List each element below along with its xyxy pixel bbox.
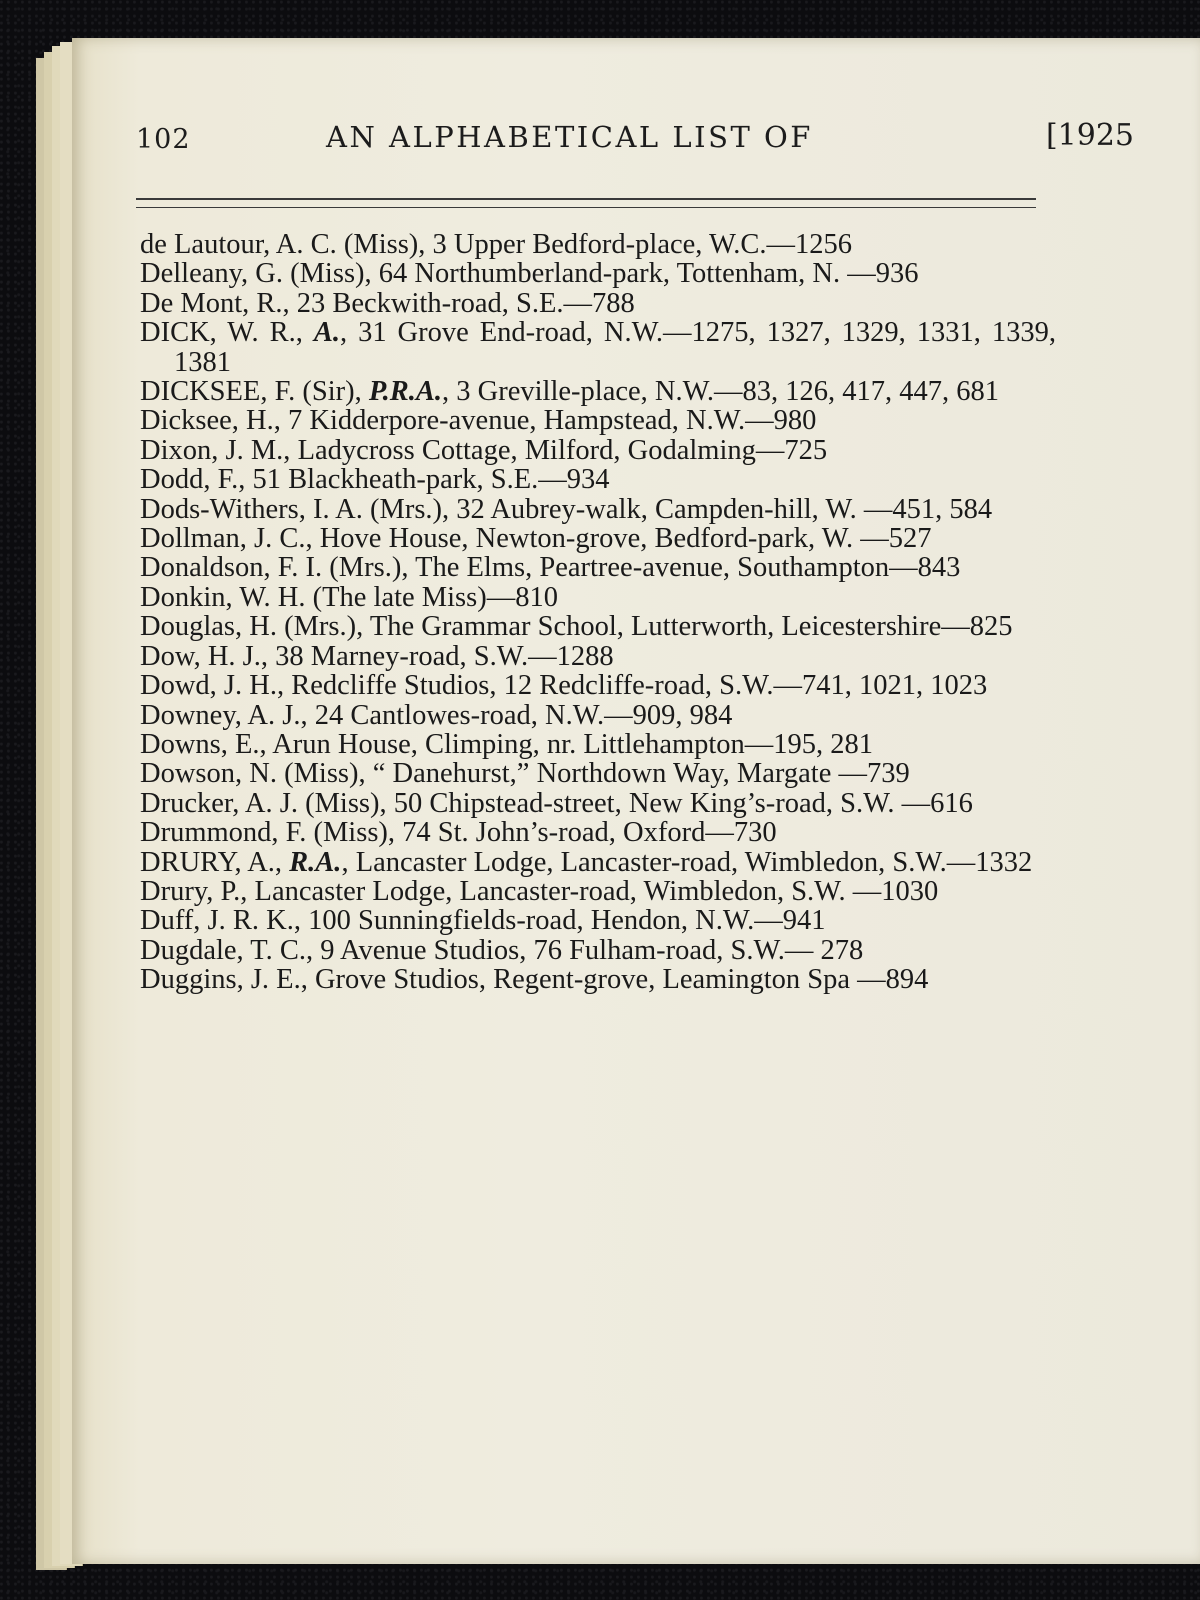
list-item bbox=[140, 642, 1056, 671]
entry-name: DRURY, A., bbox=[140, 846, 283, 878]
list-item bbox=[140, 906, 1056, 935]
list-item bbox=[140, 583, 1056, 612]
entry-details: , Lancaster Lodge, Lancaster-road, Wimbledon, S.W.—1332 bbox=[341, 846, 1033, 878]
entry-details: Ladycross Cottage, Milford, Godalming—725 bbox=[290, 434, 828, 466]
header-double-rule bbox=[136, 198, 1036, 208]
entry-name: Donkin, W. H. bbox=[140, 581, 306, 613]
entry-name: Downey, A. J., bbox=[140, 699, 308, 731]
entry-details: 38 Marney-road, S.W.—1288 bbox=[268, 640, 614, 672]
entry-name: de Lautour, A. C. (Miss), bbox=[140, 229, 426, 260]
entry-name: Dowd, J. H., bbox=[140, 670, 285, 702]
entry-name: Drucker, A. J. (Miss), bbox=[140, 787, 387, 819]
entry-details: The Grammar School, Lutterworth, Leicestershire—825 bbox=[363, 611, 1013, 643]
entry-name: De Mont, R., bbox=[140, 287, 290, 319]
entry-name: Downs, E., bbox=[140, 728, 267, 760]
entry-details: 3 Upper Bedford-place, W.C.—1256 bbox=[425, 229, 853, 260]
running-head bbox=[136, 112, 1134, 162]
entry-degree: P.R.A. bbox=[368, 376, 443, 408]
entry-details: 7 Kidderpore-avenue, Hampstead, N.W.—980 bbox=[280, 405, 817, 437]
entry-details: 100 Sunningfields-road, Hendon, N.W.—941 bbox=[300, 905, 826, 937]
entry-details: “ Danehurst,” Northdown Way, Margate —739 bbox=[365, 758, 910, 790]
page-number: 102 bbox=[136, 124, 191, 155]
list-item bbox=[140, 524, 1056, 553]
list-item bbox=[140, 671, 1056, 700]
list-item bbox=[140, 789, 1056, 818]
entry-name: Dods-Withers, I. A. (Mrs.), bbox=[140, 493, 450, 525]
year-label: [1925 bbox=[1045, 118, 1134, 153]
entry-name: Duff, J. R. K., bbox=[140, 905, 301, 937]
entry-degree: A. bbox=[313, 317, 340, 349]
list-item bbox=[140, 612, 1056, 641]
entry-details: 74 St. John’s-road, Oxford—730 bbox=[395, 817, 777, 849]
list-item bbox=[140, 230, 1056, 259]
list-item bbox=[140, 406, 1056, 435]
entry-details: Hove House, Newton-grove, Bedford-park, W. —527 bbox=[312, 523, 932, 555]
list-item bbox=[140, 553, 1056, 582]
list-item bbox=[140, 377, 1056, 406]
entry-details: 32 Aubrey-walk, Campden-hill, W. —451, 584 bbox=[449, 493, 993, 525]
entry-name: Drummond, F. (Miss), bbox=[140, 817, 396, 849]
entry-name: Donaldson, F. I. (Mrs.), bbox=[140, 552, 409, 584]
entry-name: Dow, H. J., bbox=[140, 640, 268, 672]
list-item bbox=[140, 436, 1056, 465]
list-item bbox=[140, 936, 1056, 965]
page-title: AN ALPHABETICAL LIST OF bbox=[326, 120, 813, 154]
entry-name: Dollman, J. C., bbox=[140, 523, 313, 555]
entry-details: Grove Studios, Regent-grove, Leamington Spa —894 bbox=[307, 964, 929, 996]
entry-details: The Elms, Peartree-avenue, Southampton—843 bbox=[408, 552, 961, 584]
entry-details: 9 Avenue Studios, 76 Fulham-road, S.W.— 278 bbox=[313, 934, 864, 966]
entry-name: Delleany, G. (Miss), bbox=[140, 258, 372, 290]
list-item bbox=[140, 759, 1056, 788]
entry-details: , 3 Greville-place, N.W.—83, 126, 417, 447, 681 bbox=[442, 376, 1000, 408]
entry-details: (The late Miss)—810 bbox=[305, 581, 558, 613]
entry-list bbox=[140, 230, 1056, 995]
entry-details: Arun House, Climping, nr. Littlehampton—195, 281 bbox=[266, 728, 874, 760]
list-item bbox=[140, 818, 1056, 847]
entry-name: Dugdale, T. C., bbox=[140, 934, 314, 966]
list-item bbox=[140, 318, 1056, 377]
entry-details: Lancaster Lodge, Lancaster-road, Wimbledon, S.W. —1030 bbox=[247, 875, 939, 907]
entry-name: Duggins, J. E., bbox=[140, 964, 308, 996]
list-item bbox=[140, 848, 1056, 877]
list-item bbox=[140, 289, 1056, 318]
entry-details: , 31 Grove End-road, N.W.—1275, 1327, 1329, 1331, 1339, 1381 bbox=[174, 317, 1056, 378]
entry-details: 23 Beckwith-road, S.E.—788 bbox=[289, 287, 635, 319]
entry-details: 51 Blackheath-park, S.E.—934 bbox=[245, 464, 610, 496]
list-item bbox=[140, 965, 1056, 994]
entry-details: Redcliffe Studios, 12 Redcliffe-road, S.W.—741, 1021, 1023 bbox=[284, 670, 988, 702]
entry-details: 64 Northumberland-park, Tottenham, N. —936 bbox=[371, 258, 919, 290]
entry-details: 24 Cantlowes-road, N.W.—909, 984 bbox=[307, 699, 733, 731]
entry-name: Dowson, N. (Miss), bbox=[140, 758, 366, 790]
entry-degree: R.A. bbox=[289, 846, 342, 878]
list-item bbox=[140, 877, 1056, 906]
entry-name: Drury, P., bbox=[140, 875, 248, 907]
entry-name: DICK, W. R., bbox=[140, 317, 303, 349]
list-item bbox=[140, 701, 1056, 730]
list-item bbox=[140, 495, 1056, 524]
list-item bbox=[140, 465, 1056, 494]
entry-name: Douglas, H. (Mrs.), bbox=[140, 611, 364, 643]
entry-name: Dodd, F., bbox=[140, 464, 246, 496]
entry-details: 50 Chipstead-street, New King’s-road, S.W. —616 bbox=[386, 787, 973, 819]
list-item bbox=[140, 730, 1056, 759]
entry-name: Dicksee, H., bbox=[140, 405, 281, 437]
entry-name: DICKSEE, F. (Sir), bbox=[140, 376, 362, 408]
entry-name: Dixon, J. M., bbox=[140, 434, 291, 466]
list-item bbox=[140, 259, 1056, 288]
